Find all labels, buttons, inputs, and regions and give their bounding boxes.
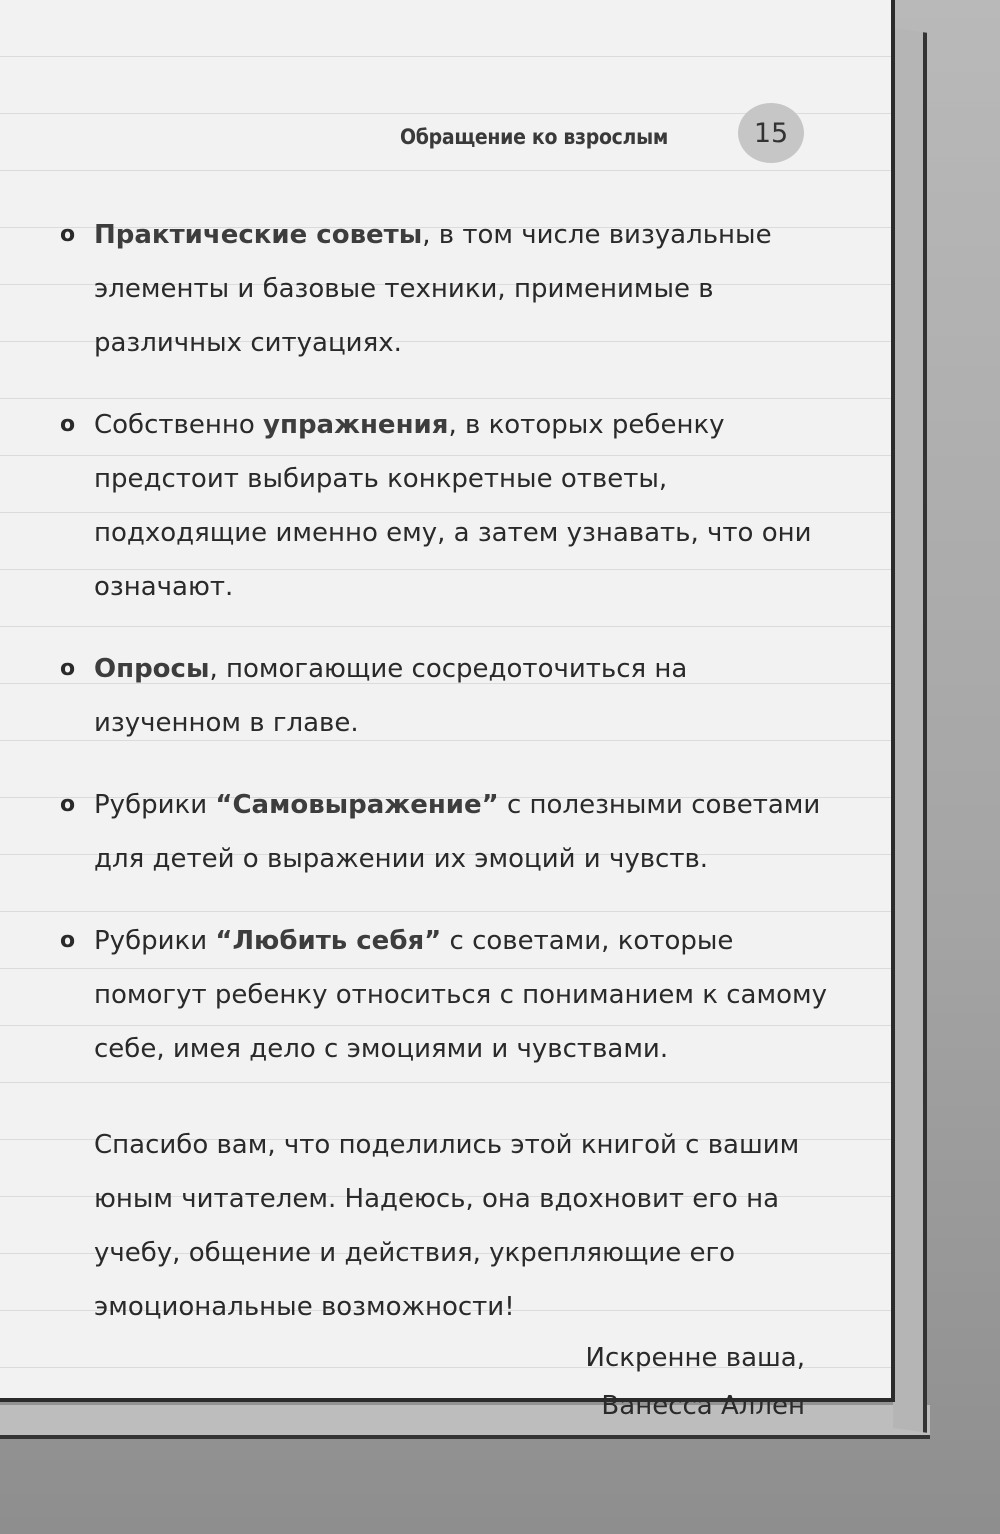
- bullet-bold: “Самовыражение”: [215, 790, 499, 820]
- bullet-bold: “Любить себя”: [215, 926, 442, 956]
- list-item: [60, 208, 830, 370]
- list-item: [60, 914, 830, 1076]
- bullet-prefix: Собственно: [94, 410, 264, 440]
- bullet-text: , в которых ребенку предстоит выбирать конкретные ответы, подходящие именно ему, а затем узнавать, что они означают.: [94, 410, 812, 602]
- bullet-bold: Практические советы: [94, 220, 423, 250]
- bullet-circle-icon: o: [60, 928, 76, 953]
- list-item: [60, 398, 830, 614]
- running-header: Обращение ко взрослым: [400, 125, 669, 149]
- bullet-text: с полезными советами для детей о выражении их эмоций и чувств.: [94, 790, 821, 874]
- bullet-prefix: Рубрики: [94, 790, 216, 820]
- bullet-text: с советами, которые помогут ребенку относиться с пониманием к самому себе, имея дело с эмоциями и чувствами.: [94, 926, 827, 1064]
- bullet-text: , в том числе визуальные элементы и базовые техники, применимые в различных ситуациях.: [94, 220, 772, 358]
- bullet-circle-icon: o: [60, 656, 76, 681]
- bullet-prefix: Рубрики: [94, 926, 216, 956]
- list-item: [60, 778, 830, 886]
- bullet-circle-icon: o: [60, 412, 76, 437]
- signature-author: Ванесса Аллен: [601, 1391, 805, 1421]
- list-item: [60, 642, 830, 750]
- signature-line: Искренне ваша,: [585, 1343, 805, 1373]
- bullet-bold: Опросы: [94, 654, 210, 684]
- page-content: [60, 208, 830, 1430]
- bullet-circle-icon: o: [60, 792, 76, 817]
- signature-block: [60, 1334, 830, 1430]
- page-number-badge: 15: [738, 103, 804, 163]
- book-side-edge: [893, 28, 927, 1433]
- bullet-text: , помогающие сосредоточиться на изученном в главе.: [94, 654, 688, 738]
- bullet-circle-icon: o: [60, 222, 76, 247]
- bullet-bold: упражнения: [263, 410, 449, 440]
- closing-paragraph: Спасибо вам, что поделились этой книгой с вашим юным читателем. Надеюсь, она вдохновит его на учебу, общение и действия, укрепляющие его эмоциональные возможности!: [94, 1130, 800, 1322]
